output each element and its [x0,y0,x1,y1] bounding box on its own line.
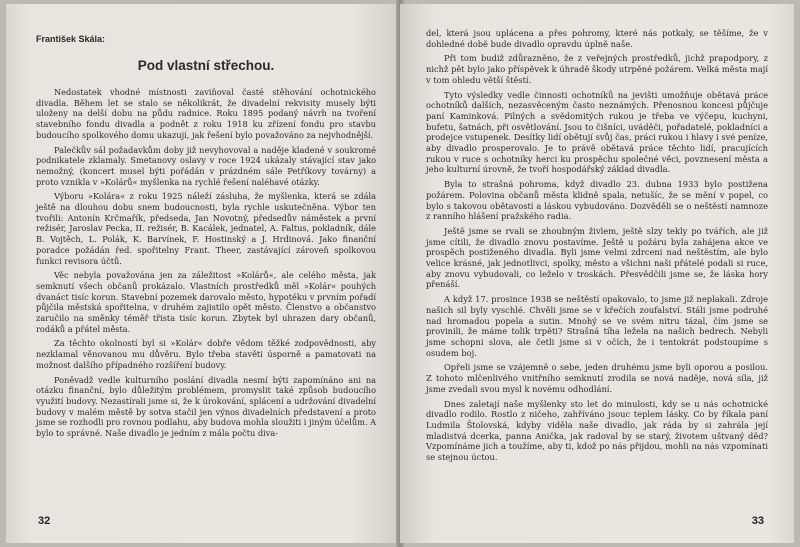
paragraph-continued: del, která jsou uplácena a přes pohromy, které nás potkaly, se těšíme, že v dohledné době bude divadlo opravdu úplně naše. [426,28,768,49]
paragraph: Dnes zaletají naše myšlenky sto let do minulosti, kdy se u nás ochotnické divadlo rodilo. Rostlo z ničeho, zahříváno jsouc teplem lásky. Co by říkala paní Ludmila Štolovská, kdyby viděla naše divadlo, jak ráda by si zahrála její mladistvá dcerka, panna Anička, jak radoval by se starý, životem uštvaný děd? Vzpomínáme jich a toužíme, aby ti, kdož po nás přijdou, mohli na nás vzpomínati se stejnou úctou. [426,398,768,463]
chapter-title: Pod vlastní střechou. [137,58,275,73]
page-number-right: 33 [751,515,764,527]
author-name: František Skála: [36,34,106,44]
left-page [6,4,398,543]
paragraph: A když 17. prosince 1938 se neštěstí opakovalo, to jsme již neplakali. Zdroje našich sil byly vyschlé. Chvěli jsme se v křečích zoufalství. Stáli jsme podruhé nad hromadou popela a sutin. Mnohý se ve svém nitru tázal, čím jsme se provinili, že máme tolik trpěti? Strašná tíha ležela na našich bedrech. Nebyli jsme schopni slova, ale četli jsme si v očích, že i tentokrát podstoupíme s osudem boj. [426,294,768,358]
paragraph: Tyto výsledky vedle činnosti ochotníků na jevišti umožňuje obětavá práce ochotníků dalších, nezasvěceným často neznámých. Přenosnou koncesi půjčuje paní Kaminková. Pilných a svědomitých rukou je třeba ve výčepu, kuchyni, bufetu, šatnách, při osvětlování. Jsou to čišníci, uváděči, pořadatelé, pokladníci a prodejce vstupenek. Desítky lidí obětují svůj čas, práci rukou i hlavy i své peníze, aby divadlo prosperovalo. Je to právě obětavá práce těchto lidí, pracujících rukou v ruce s ochotníky herci ku prospěchu společné věci, povznesení města a jeho kulturní úrovně, že tvoří hospodářský základ divadla. [426,89,768,175]
right-page [400,4,794,543]
paragraph: Palečkův sál požadavkům doby již nevyhovoval a naděje kladené v soukromé podnikatele zklamaly. Smetanovy oslavy v roce 1924 ukázaly stávající stav jako nemožný, (koncert musel býti pořádán v prázdném sále Petříkovy továrny) a proto vznikla v »Kolárů« myšlenka na rychlé řešení naléhavé otázky. [36,144,376,187]
paragraph: Ještě jsme se rvali se zhoubným živlem, ještě slzy tekly po tvářích, ale již jsme cítili, že divadlo znovu postavíme. Ještě u požáru byla zahájena akce ve prospěch postiženého divadla. Byli jsme velmi zdrceni nad neštěstím, ale bylo velice krásné, jak jednotlivci, spolky, město a všichni naši přátelé podali si ruce, aby znovu vybudovali, co leželo v troskách. Přesvědčili jsme se, že láska hory přenáší. [426,225,768,290]
paragraph: Věc nebyla považována jen za záležitost »Kolárů«, ale celého města, jak semknutí všech občanů prokázalo. Vlastních prostředků měl »Kolár« pouhých dvanáct tisíc korun. Stavební pozemek darovalo město, hypotéku v prvním pořadí půjčila městská spořitelna, v druhém zajistilo opět město. Členstvo a občanstvo zaručilo na směnky téměř třista tisíc korun. Zbytek byl uhrazen dary občanů, rodáků a přátel města. [36,270,376,334]
paragraph: Opřeli jsme se vzájemně o sebe, jeden druhému jsme byli oporou a posilou. Z tohoto mlčenlivého vnitřního semknutí zrodila se nová naděje, nová síla, již jsme zvedali svou mysl k novému odhodlání. [426,362,768,394]
page-number-left: 32 [38,515,51,527]
paragraph: Výboru »Kolára« z roku 1925 náleží zásluha, že myšlenka, která se zdála ještě na dlouhou dobu snem budoucnosti, byla rychle uskutečněna. Výbor ten tvořili: Antonín Krčmařík, předseda, Jan Novotný, předsedův náměstek a první režisér, Jaroslav Pecka, II. režisér, B. Kacálek, jednatel, A. Faltus, pokladník, dále B. Vojtěch, L. Polák, K. Barvínek, F. Hostinský a J. Hrdinová. Jako finanční poradce požádán řed. spořitelny Frant. Theer, zastávající zároveň spolkovou funkci revisora účtů. [36,191,376,266]
paragraph: Poněvadž vedle kulturního poslání divadla nesmí býti zapomínáno ani na otázku finanční, bylo důležitým problémem, promyslit také způsob budoucího využití budovy. Nezastírali jsme si, že k úrokování, splácení a udržování divadelní budovy v malém městě by sotva stačil jen výnos divadelních představení a proto jsme se rozhodli pro rovnou podlahu, aby budova mohla sloužiti i jiným účelům. A bylo to správné. Naše divadlo je jedním z mála počtu diva- [36,374,376,439]
paragraph: Za těchto okolností byl si »Kolár« dobře vědom těžké zodpovědnosti, aby nezklamal věnovanou mu důvěru. Bylo třeba stavěti úsporně a pamatovati na možnost dalšího případného rozšíření budovy. [36,338,376,370]
paragraph: Byla to strašná pohroma, když divadlo 23. dubna 1933 bylo postižena požárem. Polovina občanů města klidně spala, netušíc, že se mění v popel, co bylo s takovou obětavostí a láskou vybudováno. Dozvěděli se o neštěstí namnoze z ranního hlášení pražského radia. [426,179,768,222]
paragraph: Při tom budiž zdůrazněno, že z veřejných prostředků, jichž prapodpory, z nichž pět bylo jako příspěvek k úhradě škody utrpěné požárem. Velká města mají v tom ohledu větší štěstí. [426,53,768,85]
paragraph: Nedostatek vhodné místnosti zaviňoval časté stěhování ochotnického divadla. Během let se stalo se několikrát, že divadelní rekvisity musely býti uloženy na delší dobu na půdu radnice. Roku 1895 podaný návrh na tvoření stavebního fondu divadla a podnět z roku 1918 ku zřízení fondu pro stavbu budoucího spolkového domu ukazují, jak řešení bylo považováno za nejvhodnější. [36,87,376,140]
